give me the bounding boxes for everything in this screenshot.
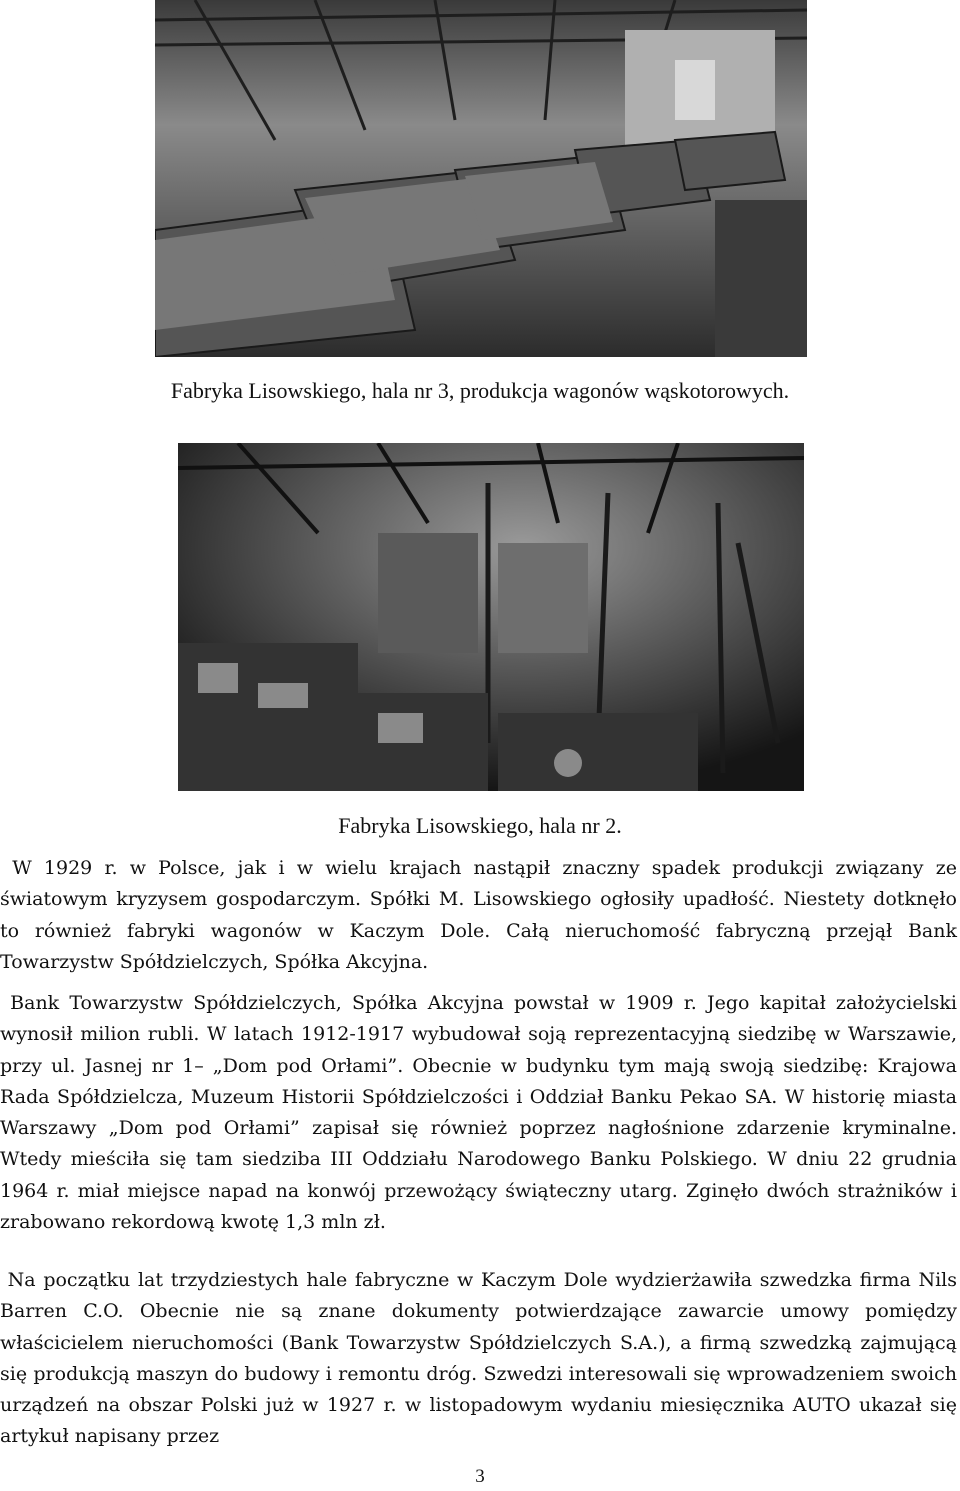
photo-caption-hall-2: Fabryka Lisowskiego, hala nr 2. (338, 813, 622, 838)
paragraph-bank-history: Bank Towarzystw Spółdzielczych, Spółka Akcyjna powstał w 1909 r. Jego kapitał założycielski wynosił milion rubli. W latach 1912-1917 wybudował soją reprezentacyjną siedzibę w Warszawie, przy ul. Jasnej nr 1– „Dom pod Orłami”. Obecnie w budynku tym mają swoją siedzibę: Krajowa Rada Spółdzielcza, Muzeum Historii Spółdzielczości i Oddział Banku Pekao SA. W historię miasta Warszawy „Dom pod Orłami” zapisał się również poprzez nagłośnione zdarzenie kryminalne. Wtedy mieściła się tam siedziba III Oddziału Narodowego Banku Polskiego. W dniu 22 grudnia 1964 r. miał miejsce napad na konwój przewożący świąteczny utarg. Zginęło dwóch strażników i zrabowano rekordową kwotę 1,3 mln zł. (0, 992, 957, 1234)
photo-hall-2 (178, 443, 804, 791)
paragraph-crisis: W 1929 r. w Polsce, jak i w wielu krajach nastąpił znaczny spadek produkcji związany ze światowym kryzysem gospodarczym. Spółki M. Lisowskiego ogłosiły upadłość. Niestety dotknęło to również fabryki wagonów w Kaczym Dole. Całą nieruchomość fabryczną przejął Bank Towarzystw Spółdzielczych, Spółka Akcyjna. (0, 857, 957, 973)
photo-hall-3 (155, 0, 807, 357)
paragraph-swedish-lease: Na początku lat trzydziestych hale fabryczne w Kaczym Dole wydzierżawiła szwedzka firma Nils Barren C.O. Obecnie nie są znane dokumenty potwierdzające zawarcie umowy pomiędzy właścicielem nieruchomości (Bank Towarzystw Spółdzielczych S.A.), a firmą szwedzką zajmującą się produkcją maszyn do budowy i remontu dróg. Szwedzi interesowali się wprowadzeniem swoich urządzeń na obszar Polski już w 1927 r. w listopadowym wydaniu miesięcznika AUTO ukazał się artykuł napisany przez (0, 1269, 957, 1448)
photo-hall-2-image (178, 443, 804, 791)
page-number: 3 (475, 1466, 485, 1487)
photo-hall-3-image (155, 0, 807, 357)
photo-caption-hall-3: Fabryka Lisowskiego, hala nr 3, produkcja wagonów wąskotorowych. (170, 378, 790, 403)
